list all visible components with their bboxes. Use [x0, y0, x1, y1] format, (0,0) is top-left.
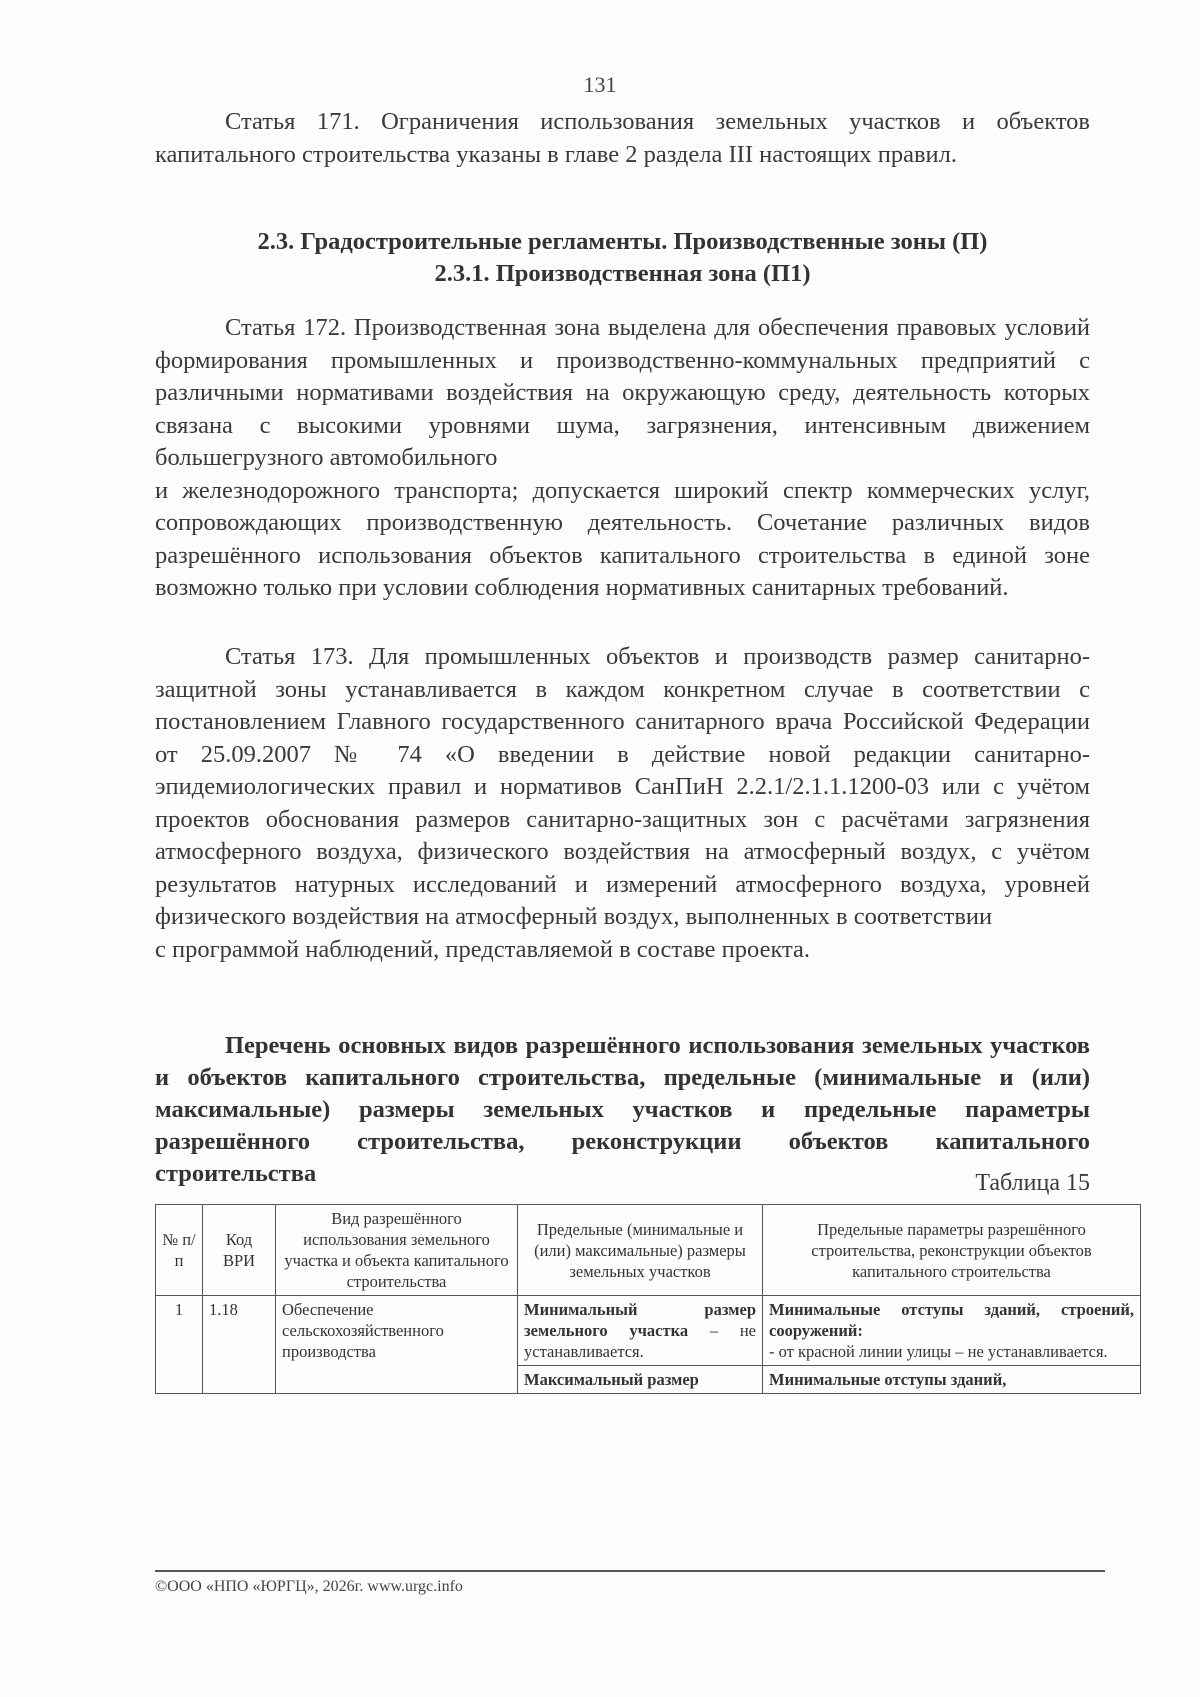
list-heading: Перечень основных видов разрешённого использования земельных участков и объектов капитального строительства, предельные (минимальные и (или) максимальные) размеры земельных участков и предельные параметры разрешённого строительства, реконструкции объектов капитального строительства: [155, 1032, 1090, 1187]
section-heading: 2.3. Градостроительные регламенты. Производственные зоны (П): [257, 228, 988, 255]
footer-divider: [155, 1570, 1105, 1572]
article-173-text-part2: с программой наблюдений, представляемой в составе проекта.: [155, 935, 811, 963]
cell-size-max: Максимальный размер: [518, 1366, 763, 1394]
size-min-rest: – не устанавливается.: [524, 1321, 756, 1361]
page-number: 131: [583, 72, 617, 97]
section-headings: [155, 226, 1090, 290]
subsection-heading: 2.3.1. Производственная зона (П1): [434, 260, 811, 287]
header-params: Предельные параметры разрешённого строительства, реконструкции объектов капитального строительства: [763, 1205, 1141, 1296]
article-173-text-part1: Статья 173. Для промышленных объектов и производств размер санитарно-защитной зоны устанавливается в каждом конкретном случае в соответствии с постановлением Главного государственного санитарного врача Российской Федерации от 25.09.2007 № 74 «О введении в действие новой редакции санитарно-эпидемиологических правил и нормативов СанПиН 2.2.1/2.1.1.1200-03 или с учётом проектов обоснования размеров санитарно-защитных зон с расчётами загрязнения атмосферного воздуха, физического воздействия на атмосферный воздух, с учётом результатов натурных исследований и измерений атмосферного воздуха, уровней физического воздействия на атмосферный воздух, выполненных в соответствии: [155, 643, 1090, 930]
table-caption-block: [155, 1170, 1090, 1197]
article-172-text-part1: Статья 172. Производственная зона выделена для обеспечения правовых условий формирования промышленных и производственно-коммунальных предприятий с различными нормативами воздействия на окружающую среду, деятельность которых связана с высокими уровнями шума, загрязнения, интенсивным движением большегрузного автомобильного: [155, 314, 1090, 471]
regulations-table: [155, 1204, 1141, 1394]
cell-code: 1.18: [203, 1296, 276, 1394]
cell-size-min: [518, 1296, 763, 1366]
header-kind: Вид разрешённого использования земельного участка и объекта капитального строительства: [276, 1205, 518, 1296]
footer-copyright: ©ООО «НПО «ЮРГЦ», 2026г. www.urgc.info: [155, 1578, 463, 1595]
article-172: [155, 312, 1090, 605]
cell-kind: Обеспечение сельскохозяйственного производства: [276, 1296, 518, 1394]
article-171-text: Статья 171. Ограничения использования земельных участков и объектов капитального строительства указаны в главе 2 раздела III настоящих правил.: [155, 108, 1090, 168]
header-num: № п/п: [156, 1205, 203, 1296]
cell-params-2: Минимальные отступы зданий,: [763, 1366, 1141, 1394]
cell-num: 1: [156, 1296, 203, 1394]
table-header-row: [156, 1205, 1141, 1296]
article-173: [155, 641, 1090, 966]
article-171: [155, 106, 1090, 171]
article-172-text-part2: и железнодорожного транспорта; допускается широкий спектр коммерческих услуг, сопровождающих производственную деятельность. Сочетание различных видов разрешённого использования объектов капитального строительства в единой зоне возможно только при условии соблюдения нормативных санитарных требований.: [155, 476, 1090, 601]
size-min-bold: Минимальный размер земельного участка: [524, 1300, 756, 1340]
header-size: Предельные (минимальные и (или) максимальные) размеры земельных участков: [518, 1205, 763, 1296]
params-1-rest: - от красной линии улицы – не устанавливается.: [769, 1342, 1108, 1361]
table-row: [156, 1296, 1141, 1366]
cell-params-1: [763, 1296, 1141, 1366]
table-container: [155, 1204, 1141, 1394]
table-caption: Таблица 15: [975, 1170, 1090, 1196]
list-heading-block: [155, 1030, 1090, 1190]
params-1-bold: Минимальные отступы зданий, строений, сооружений:: [769, 1300, 1134, 1340]
header-code: Код ВРИ: [203, 1205, 276, 1296]
